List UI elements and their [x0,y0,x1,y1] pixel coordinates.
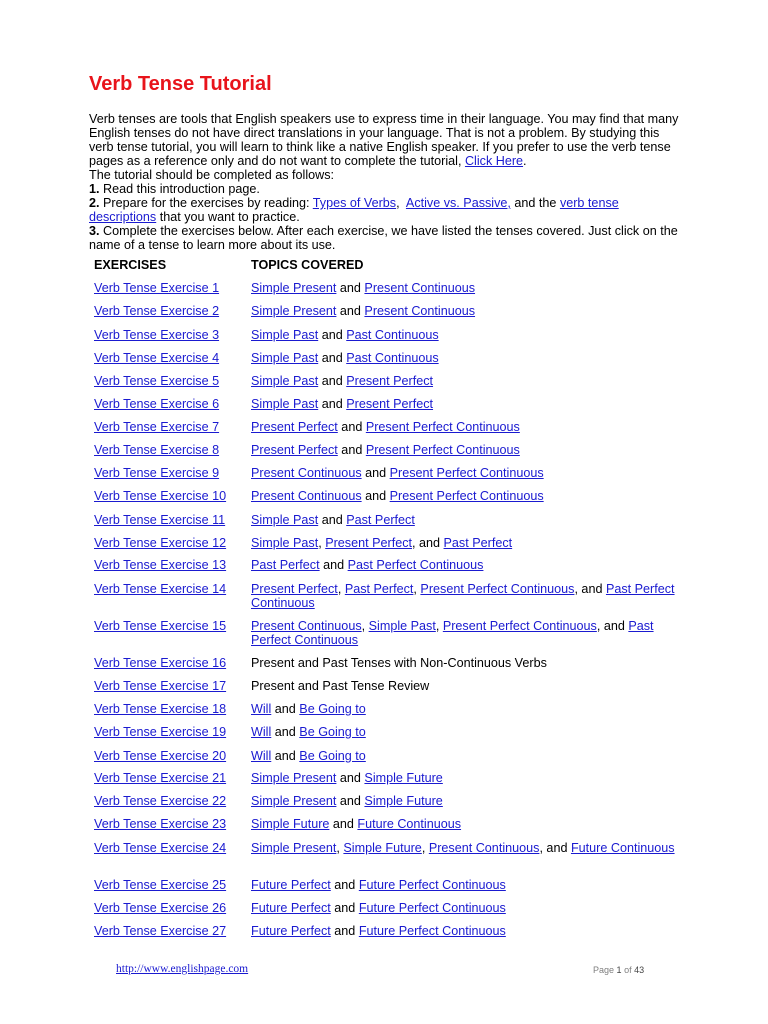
exercise-link[interactable]: Verb Tense Exercise 12 [94,536,227,550]
topics-cell [251,281,681,295]
topic-link[interactable]: Be Going to [299,725,366,739]
topic-link[interactable]: Past Perfect Continuous [347,558,484,572]
topic-link[interactable]: Simple Present [251,771,337,785]
topic-link[interactable]: Future Perfect Continuous [358,901,506,915]
topic-link[interactable]: Present Perfect [251,443,338,457]
topics-cell [251,536,681,550]
topics-cell [251,794,681,808]
exercise-link[interactable]: Verb Tense Exercise 1 [94,281,220,295]
topic-text: , [413,582,421,596]
exercise-link[interactable]: Verb Tense Exercise 8 [94,443,220,457]
exercise-link[interactable]: Verb Tense Exercise 22 [94,794,227,808]
topic-link[interactable]: Simple Present [251,304,337,318]
page-title: Verb Tense Tutorial [89,73,272,95]
topics-cell [251,558,681,572]
topics-cell [251,489,681,503]
topic-link[interactable]: Present Perfect [251,582,338,596]
topic-link[interactable]: Simple Past [368,619,436,633]
step-3-text: Complete the exercises below. After each exercise, we have listed the tenses covered. Just click on the name of a tense to learn more about its use. [89,224,678,252]
topic-text: and [319,558,348,572]
topic-text: , [361,619,369,633]
topic-link[interactable]: Future Perfect [251,924,331,938]
topic-text: and [337,420,366,434]
topic-text: , [435,619,443,633]
topic-text: and [271,749,300,763]
exercise-link[interactable]: Verb Tense Exercise 18 [94,702,227,716]
topic-text: , and [596,619,629,633]
topic-text: and [271,725,300,739]
topics-cell [251,817,681,831]
exercise-link[interactable]: Verb Tense Exercise 5 [94,374,220,388]
topic-link[interactable]: Past Perfect [251,558,320,572]
page-number [593,965,644,975]
topics-cell [251,351,681,365]
topic-link[interactable]: Future Perfect [251,878,331,892]
step-2-text: Prepare for the exercises by reading: [99,196,313,210]
topics-cell [251,582,681,610]
exercise-link[interactable]: Verb Tense Exercise 23 [94,817,227,831]
topics-cell [251,304,681,318]
topic-text: and [330,901,359,915]
topics-cell [251,702,681,716]
topics-cell [251,420,681,434]
exercise-link[interactable]: Verb Tense Exercise 9 [94,466,220,480]
step-3-number: 3. [89,224,100,238]
intro-text: Verb tenses are tools that English speakers use to express time in their language. You may find that many English tenses do not have direct translations in your language. That is not a problem. By studying this verb tense tutorial, you will learn to think like a native English speaker. If you prefer to use the verb tense pages as a reference only and do not want to complete the tutorial, [89,112,679,168]
step-1 [89,182,681,196]
step-2-sep2: and the [510,196,560,210]
topic-link[interactable]: Simple Past [251,536,319,550]
topics-cell [251,374,681,388]
topic-link[interactable]: Present Continuous [251,489,362,503]
topic-link[interactable]: Future Continuous [357,817,462,831]
topic-link[interactable]: Simple Future [343,841,422,855]
topic-link[interactable]: Simple Future [364,794,443,808]
topics-cell [251,466,681,480]
topic-link[interactable]: Simple Future [364,771,443,785]
topic-link[interactable]: Present Continuous [251,619,362,633]
topic-text: and [336,794,365,808]
exercise-link[interactable]: Verb Tense Exercise 4 [94,351,220,365]
topic-link[interactable]: Present Perfect [325,536,413,550]
exercise-link[interactable]: Verb Tense Exercise 19 [94,725,227,739]
topic-link[interactable]: Will [251,702,272,716]
topic-text: Present and Past Tense Review [251,679,430,693]
topics-cell [251,924,681,938]
topics-cell [251,901,681,915]
topics-cell [251,841,681,855]
topic-link[interactable]: Past Perfect [443,536,513,550]
topic-link[interactable]: Present Continuous [364,281,476,295]
exercise-link[interactable]: Verb Tense Exercise 10 [94,489,227,503]
topic-link[interactable]: Present Continuous [428,841,540,855]
tutorial-order-text: The tutorial should be completed as follows: [89,168,335,182]
intro-paragraph [89,112,681,168]
exercise-link[interactable]: Verb Tense Exercise 27 [94,924,227,938]
topic-text: and [318,513,347,527]
intro-section [89,112,681,252]
topics-cell [251,725,681,739]
topic-link[interactable]: Simple Past [251,374,319,388]
exercise-link[interactable]: Verb Tense Exercise 11 [94,513,226,527]
topic-text: and [336,281,365,295]
topics-column-header: TOPICS COVERED [251,258,364,272]
topic-link[interactable]: Present Perfect Continuous [389,466,544,480]
topics-cell [251,771,681,785]
topic-link[interactable]: Simple Past [251,513,319,527]
topic-link[interactable]: Simple Present [251,794,337,808]
topic-link[interactable]: Past Perfect Continuous [251,619,654,647]
topics-cell [251,328,681,342]
exercise-link[interactable]: Verb Tense Exercise 13 [94,558,227,572]
step-2 [89,196,681,224]
topic-text: and [318,351,347,365]
topic-text: and [329,817,358,831]
footer-url-link[interactable]: http://www.englishpage.com [116,963,249,975]
topic-text: , [421,841,429,855]
topic-text: , [337,582,345,596]
topics-cell [251,619,681,647]
topic-link[interactable]: Will [251,725,272,739]
exercise-link[interactable]: Verb Tense Exercise 3 [94,328,220,342]
topics-cell [251,443,681,457]
topics-cell [251,679,681,693]
topics-cell [251,513,681,527]
topic-link[interactable]: Simple Present [251,281,337,295]
page-label: Page [593,965,615,975]
exercise-link[interactable]: Verb Tense Exercise 17 [94,679,227,693]
topic-link[interactable]: Present Perfect Continuous [365,443,520,457]
exercise-link[interactable]: Verb Tense Exercise 2 [94,304,220,318]
topics-cell [251,656,681,670]
topics-cell [251,397,681,411]
active-passive-link[interactable]: Active vs. Passive, [405,196,511,210]
topic-text: and [318,328,347,342]
topic-link[interactable]: Will [251,749,272,763]
topic-link[interactable]: Be Going to [299,749,366,763]
types-of-verbs-link[interactable]: Types of Verbs [312,196,397,210]
topic-link[interactable]: Future Perfect [251,901,331,915]
topic-text: and [271,702,300,716]
topic-text: and [336,304,365,318]
step-2-number: 2. [89,196,100,210]
topic-link[interactable]: Present Perfect Continuous [442,619,597,633]
exercise-link[interactable]: Verb Tense Exercise 24 [94,841,227,855]
topic-link[interactable]: Present Perfect Continuous [389,489,544,503]
verb-tense-descriptions-link[interactable]: verb tense descriptions [89,196,619,224]
topic-text: and [337,443,366,457]
exercise-link[interactable]: Verb Tense Exercise 7 [94,420,220,434]
click-here-link[interactable]: Click Here [464,154,524,168]
topics-cell [251,749,681,763]
topic-text: , [336,841,344,855]
topic-text: , and [412,536,444,550]
topic-link[interactable]: Future Continuous [570,841,675,855]
topic-text: , and [574,582,606,596]
topic-link[interactable]: Present Perfect [346,374,434,388]
topic-link[interactable]: Future Perfect Continuous [358,924,506,938]
topic-text: and [318,397,347,411]
page-total: 43 [634,965,645,975]
topic-link[interactable]: Be Going to [299,702,366,716]
topic-text: and [336,771,365,785]
step-2-sep1: , [396,196,406,210]
exercise-link[interactable]: Verb Tense Exercise 25 [94,878,227,892]
exercise-link[interactable]: Verb Tense Exercise 6 [94,397,220,411]
page-of-label: of [624,965,632,975]
exercise-link[interactable]: Verb Tense Exercise 14 [94,582,227,596]
topic-link[interactable]: Present Perfect [251,420,338,434]
topic-text: and [361,489,390,503]
step-2-end: that you want to practice. [156,210,300,224]
topic-text: and [361,466,390,480]
step-3 [89,224,681,252]
exercise-link[interactable]: Verb Tense Exercise 15 [94,619,227,633]
exercise-link[interactable]: Verb Tense Exercise 26 [94,901,227,915]
topic-link[interactable]: Simple Future [251,817,330,831]
intro-end: . [523,154,527,168]
topic-link[interactable]: Simple Past [251,351,319,365]
topic-link[interactable]: Present Perfect [346,397,434,411]
step-1-text: Read this introduction page. [99,182,260,196]
exercises-column-header: EXERCISES [94,258,167,272]
topic-link[interactable]: Past Perfect [346,513,415,527]
topic-link[interactable]: Present Perfect Continuous [365,420,520,434]
topic-link[interactable]: Simple Present [251,841,337,855]
topic-text: and [330,878,359,892]
topic-text: , and [539,841,571,855]
topic-link[interactable]: Past Continuous [346,328,439,342]
topic-link[interactable]: Present Continuous [251,466,362,480]
topic-link[interactable]: Past Perfect Continuous [251,582,675,610]
page-current: 1 [616,965,622,975]
topic-link[interactable]: Simple Past [251,397,319,411]
topic-link[interactable]: Present Continuous [364,304,476,318]
exercise-link[interactable]: Verb Tense Exercise 21 [94,771,227,785]
topic-link[interactable]: Simple Past [251,328,319,342]
topic-text: and [318,374,347,388]
topic-link[interactable]: Past Perfect [344,582,414,596]
exercise-link[interactable]: Verb Tense Exercise 20 [94,749,227,763]
topic-text: , [318,536,326,550]
exercise-link[interactable]: Verb Tense Exercise 16 [94,656,227,670]
topic-text: Present and Past Tenses with Non-Continuous Verbs [251,656,547,670]
topic-link[interactable]: Future Perfect Continuous [358,878,506,892]
topic-link[interactable]: Past Continuous [346,351,439,365]
topic-link[interactable]: Present Perfect Continuous [420,582,575,596]
step-1-number: 1. [89,182,100,196]
topics-cell [251,878,681,892]
topic-text: and [330,924,359,938]
